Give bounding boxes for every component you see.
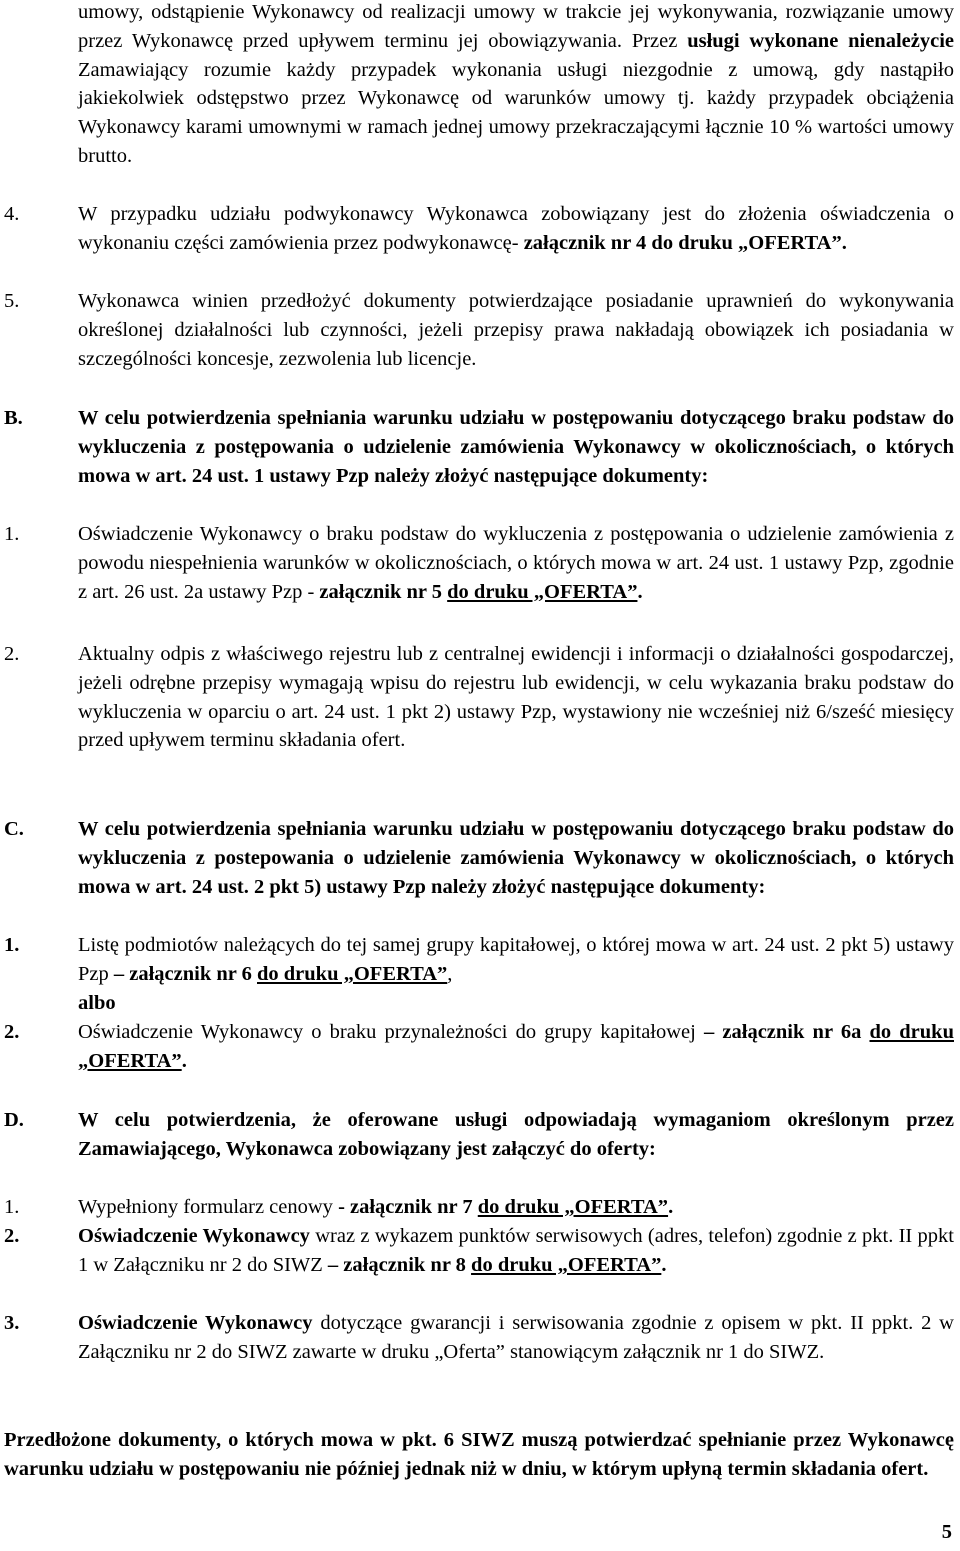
continuation-bold-term: usługi wykonane nienależycie bbox=[687, 29, 954, 52]
section-d-item-3-number: 3. bbox=[4, 1312, 20, 1334]
item-4-text bbox=[78, 200, 954, 258]
section-b-item-1-number: 1. bbox=[4, 523, 20, 545]
section-c-item-1-end: , bbox=[447, 962, 453, 985]
section-c-letter: C. bbox=[4, 818, 24, 840]
section-c-item-1-text bbox=[78, 931, 954, 989]
section-b-item-1-druk: do druku „OFERTA” bbox=[447, 580, 638, 603]
continuation-text: umowy, odstąpienie Wykonawcy od realizacji umowy w trakcie jej wykonywania, rozwiązanie umowy przez Wykonawcę przed upływem terminu jej obowiązywania. bbox=[78, 1, 954, 52]
continuation-rest: Zamawiający rozumie każdy przypadek wykonania usługi niezgodnie z umową, gdy nastąpiło jakiekolwiek odstępstwo przez Wykonawcę od warunków umowy tj. każdy przypadek obciążenia Wykonawcy karami umownymi w ramach jednej umowy przekraczającymi łącznie 10 % wartości umowy brutto. bbox=[78, 58, 954, 167]
section-d-item-2-body: wraz z wykazem punktów serwisowych (adres, telefon) zgodnie z pkt. II ppkt 1 w Załączniku nr 2 do SIWZ bbox=[78, 1225, 954, 1276]
continuation-przez: Przez bbox=[631, 29, 688, 52]
section-d-heading: W celu potwierdzenia, że oferowane usługi odpowiadają wymaganiom określonym przez Zamawiającego, Wykonawca zobowiązany jest załączyć do oferty: bbox=[78, 1109, 954, 1160]
item-4-number: 4. bbox=[4, 203, 20, 225]
section-c-item-2-end: . bbox=[181, 1049, 187, 1072]
item-4-body: W przypadku udziału podwykonawcy Wykonawca zobowiązany jest do złożenia oświadczenia o wykonaniu części zamówienia przez podwykonawcę- bbox=[78, 203, 954, 254]
section-d-item-2-end: . bbox=[661, 1253, 667, 1276]
section-b-item-1-end: . bbox=[637, 580, 643, 603]
section-d-item-3-text bbox=[78, 1309, 954, 1367]
section-d-letter: D. bbox=[4, 1109, 24, 1131]
section-d-item-2-lead: Oświadczenie Wykonawcy bbox=[78, 1225, 310, 1247]
section-d-item-1-number: 1. bbox=[4, 1196, 20, 1218]
section-c-item-1-druk: do druku „OFERTA” bbox=[257, 962, 448, 985]
section-c-item-2-body: Oświadczenie Wykonawcy o braku przynależności do grupy kapitałowej bbox=[78, 1021, 704, 1043]
section-b-item-2-text: Aktualny odpis z właściwego rejestru lub z centralnej ewidencji i informacji o działalności gospodarczej, jeżeli odrębne przepisy wymagają wpisu do rejestru lub ewidencji, w celu wykazania braku podstaw do wykluczenia w oparciu o art. 24 ust. 1 pkt 2) ustawy Pzp, wystawiony nie wcześniej niż 6/sześć miesięcy przed upływem terminu składania ofert. bbox=[78, 643, 954, 752]
page-number: 5 bbox=[941, 1521, 952, 1543]
section-c-heading: W celu potwierdzenia spełniania warunku udziału w postępowaniu dotyczącego braku podstaw do wykluczenia z postepowania o udzielenie zamówienia Wykonawcy w okolicznościach, o których mowa w art. 24 ust. 2 pkt 5) ustawy Pzp należy złożyć następujące dokumenty: bbox=[78, 818, 954, 898]
item-5-number: 5. bbox=[4, 290, 20, 312]
section-d-item-2-attachment: – załącznik nr 8 bbox=[327, 1253, 472, 1276]
item-5-text: Wykonawca winien przedłożyć dokumenty potwierdzające posiadanie uprawnień do wykonywania określonej działalności lub czynności, jeżeli przepisy prawa nakładają obowiązek ich posiadania w szczególności koncesje, zezwolenia lub licencje. bbox=[78, 290, 954, 370]
section-d-item-1-body: Wypełniony formularz cenowy bbox=[78, 1196, 339, 1218]
section-d-item-2-text bbox=[78, 1222, 954, 1280]
closing-paragraph: Przedłożone dokumenty, o których mowa w pkt. 6 SIWZ muszą potwierdzać spełnianie przez Wykonawcę warunku udziału w postępowaniu nie później jednak niż w dniu, w którym upłyną termin składania ofert. bbox=[4, 1429, 954, 1480]
section-c-item-1-body: Listę podmiotów należących do tej samej grupy kapitałowej, o której mowa w art. 24 ust. 2 pkt 5) ustawy Pzp bbox=[78, 934, 954, 985]
section-b-item-1-attachment: załącznik nr 5 bbox=[319, 580, 448, 603]
section-b-item-1-body: Oświadczenie Wykonawcy o braku podstaw do wykluczenia z postępowania o udzielenie zamówienia z powodu niespełnienia warunków w okolicznościach, o których mowa w art. 24 ust. 1 ustawy Pzp, zgodnie z art. 26 ust. 2a ustawy Pzp - bbox=[78, 523, 954, 603]
section-c-albo: albo bbox=[78, 992, 116, 1014]
item-4-attachment: załącznik nr 4 do druku „OFERTA”. bbox=[523, 231, 847, 254]
section-d-item-1-end: . bbox=[668, 1196, 674, 1218]
section-b-item-2-number: 2. bbox=[4, 643, 20, 665]
section-c-item-2-attachment: – załącznik nr 6a bbox=[704, 1021, 870, 1043]
continuation-paragraph bbox=[78, 0, 954, 171]
section-d-item-3-lead: Oświadczenie Wykonawcy bbox=[78, 1312, 313, 1334]
section-d-item-1-text bbox=[78, 1193, 954, 1222]
section-d-item-2-number: 2. bbox=[4, 1225, 20, 1247]
section-b-heading: W celu potwierdzenia spełniania warunku udziału w postępowaniu dotyczącego braku podstaw do wykluczenia z postępowania o udzielenie zamówienia Wykonawcy w okolicznościach, o których mowa w art. 24 ust. 1 ustawy Pzp należy złożyć następujące dokumenty: bbox=[78, 407, 954, 487]
section-d-item-3-body: dotyczące gwarancji i serwisowania zgodnie z opisem w pkt. II ppkt. 2 w Załączniku nr 2 do SIWZ zawarte w druku „Oferta” stanowiącym załącznik nr 1 do SIWZ. bbox=[78, 1312, 954, 1363]
section-b-item-1-text bbox=[78, 520, 954, 606]
section-c-item-1-attachment: – załącznik nr 6 bbox=[113, 962, 257, 985]
section-d-item-1-druk: do druku „OFERTA” bbox=[477, 1196, 669, 1218]
section-d-item-2-druk: do druku „OFERTA” bbox=[471, 1253, 662, 1276]
section-b-letter: B. bbox=[4, 407, 23, 429]
section-c-item-2-text bbox=[78, 1018, 954, 1076]
section-c-item-2-number: 2. bbox=[4, 1021, 20, 1043]
section-d-item-1-attachment: - załącznik nr 7 bbox=[338, 1196, 478, 1218]
section-c-item-1-number: 1. bbox=[4, 934, 20, 956]
section-c-item-2-druk: do druku „OFERTA” bbox=[78, 1021, 954, 1072]
